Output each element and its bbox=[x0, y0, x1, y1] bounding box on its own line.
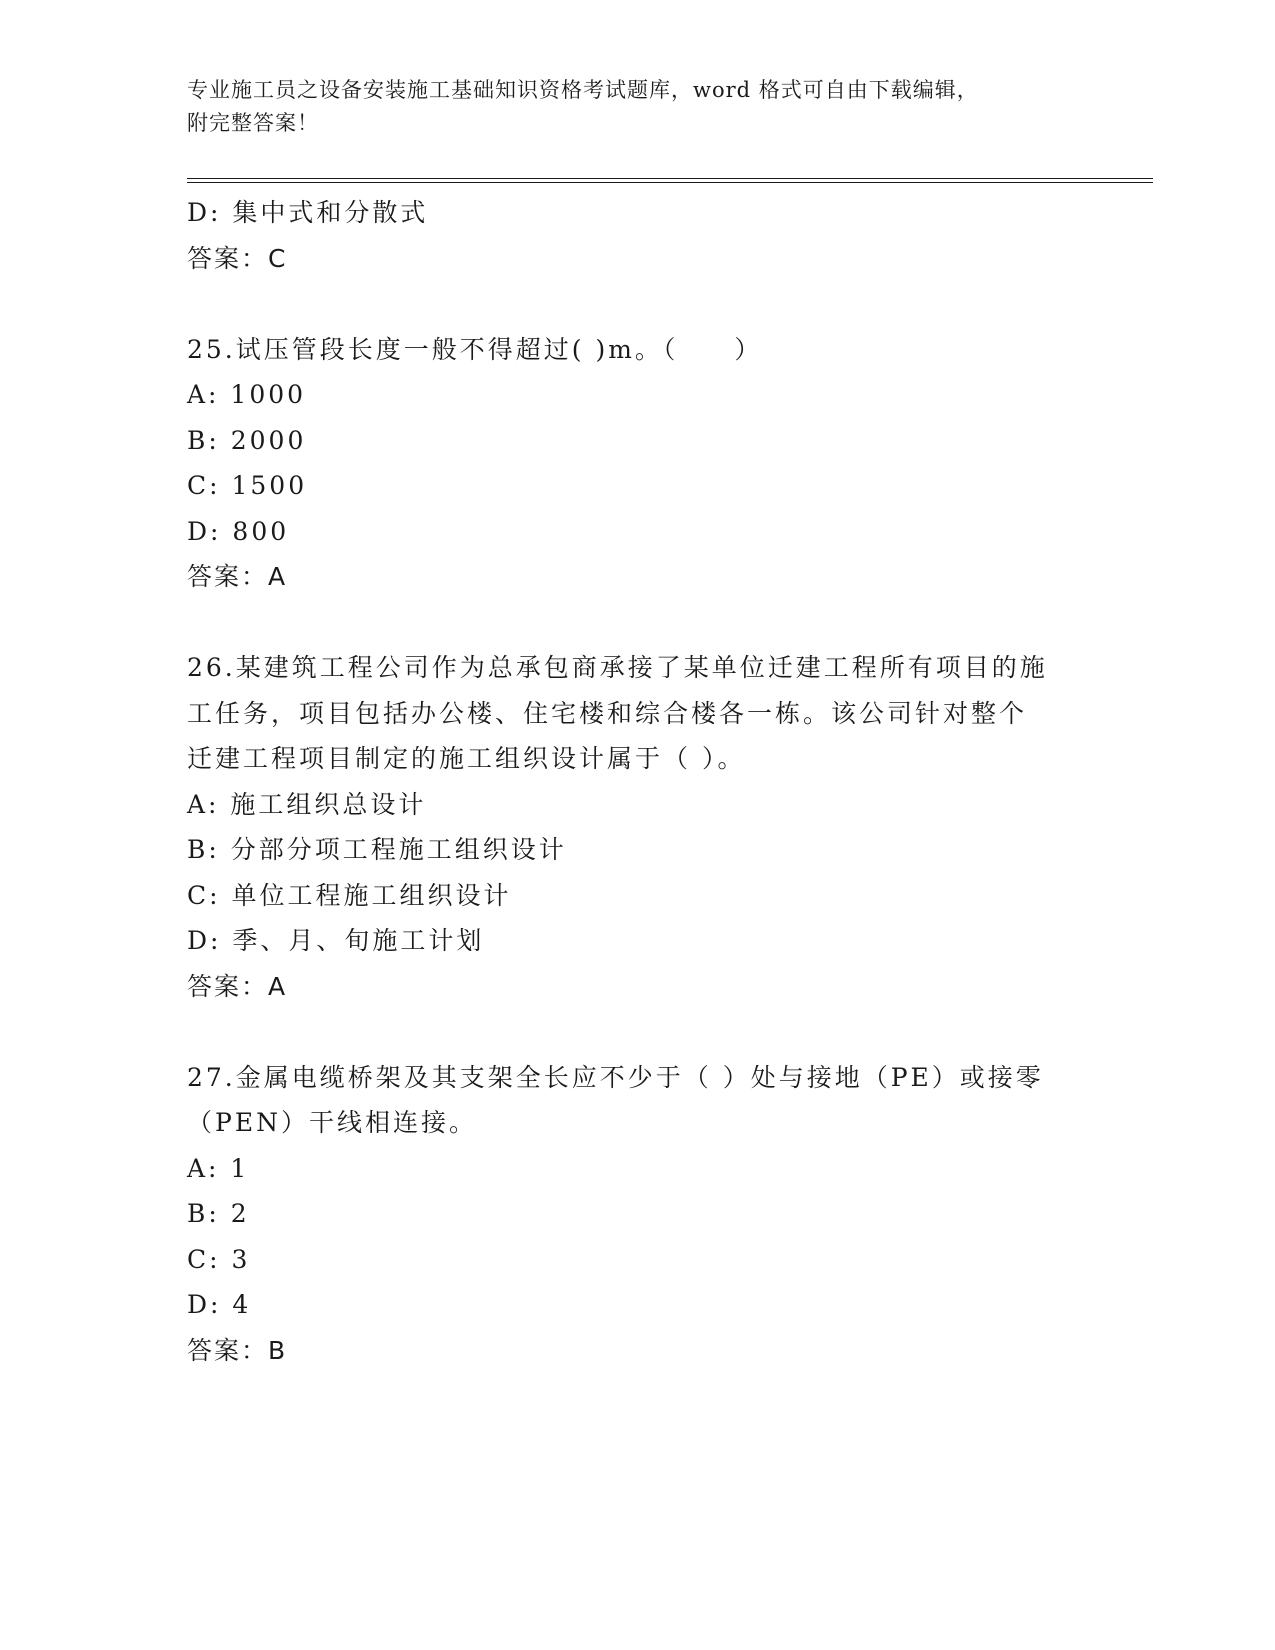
option-d: D: 800 bbox=[187, 516, 290, 546]
option-d: D: 4 bbox=[187, 1290, 252, 1319]
option-b: B: 2 bbox=[187, 1199, 250, 1228]
question-stem-line-1: 26.某建筑工程公司作为总承包商承接了某单位迁建工程所有项目的施 bbox=[187, 653, 1048, 682]
option-b: B: 2000 bbox=[187, 425, 307, 455]
spacer bbox=[187, 281, 1087, 327]
answer-line: 答案：C bbox=[187, 243, 288, 273]
option-c: C: 3 bbox=[187, 1244, 251, 1274]
question-25 bbox=[187, 327, 1087, 600]
option-a: A: 1 bbox=[187, 1153, 250, 1183]
option-d: D: 季、月、旬施工计划 bbox=[187, 926, 485, 955]
question-27 bbox=[187, 1055, 1087, 1374]
question-stem: 25.试压管段长度一般不得超过( )m。（ ） bbox=[187, 334, 763, 364]
option-d: D: 集中式和分散式 bbox=[187, 198, 429, 227]
question-26 bbox=[187, 645, 1087, 1009]
header-line-1: 专业施工员之设备安装施工基础知识资格考试题库，word 格式可自由下载编辑， bbox=[187, 78, 979, 102]
option-c: C: 1500 bbox=[187, 471, 308, 500]
answer-line: 答案：A bbox=[187, 562, 288, 591]
question-stem-line-1: 27.金属电缆桥架及其支架全长应不少于（ ）处与接地（PE）或接零 bbox=[187, 1062, 1044, 1092]
answer-line: 答案：A bbox=[187, 971, 288, 1001]
option-a: A: 施工组织总设计 bbox=[187, 789, 427, 819]
option-c: C: 单位工程施工组织设计 bbox=[187, 880, 512, 910]
question-stem-line-2: （PEN）干线相连接。 bbox=[187, 1108, 477, 1137]
question-stem-line-3: 迁建工程项目制定的施工组织设计属于（ ）。 bbox=[187, 744, 746, 773]
option-b: B: 分部分项工程施工组织设计 bbox=[187, 835, 567, 864]
spacer bbox=[187, 600, 1087, 646]
header-divider bbox=[187, 178, 1153, 183]
answer-line: 答案：B bbox=[187, 1335, 288, 1365]
question-content bbox=[187, 190, 1087, 1373]
question-stem-line-2: 工任务，项目包括办公楼、住宅楼和综合楼各一栋。该公司针对整个 bbox=[187, 698, 1028, 728]
spacer bbox=[187, 1009, 1087, 1055]
option-a: A: 1000 bbox=[187, 380, 307, 409]
header-line-2: 附完整答案！ bbox=[187, 111, 319, 135]
document-header bbox=[187, 74, 1067, 140]
